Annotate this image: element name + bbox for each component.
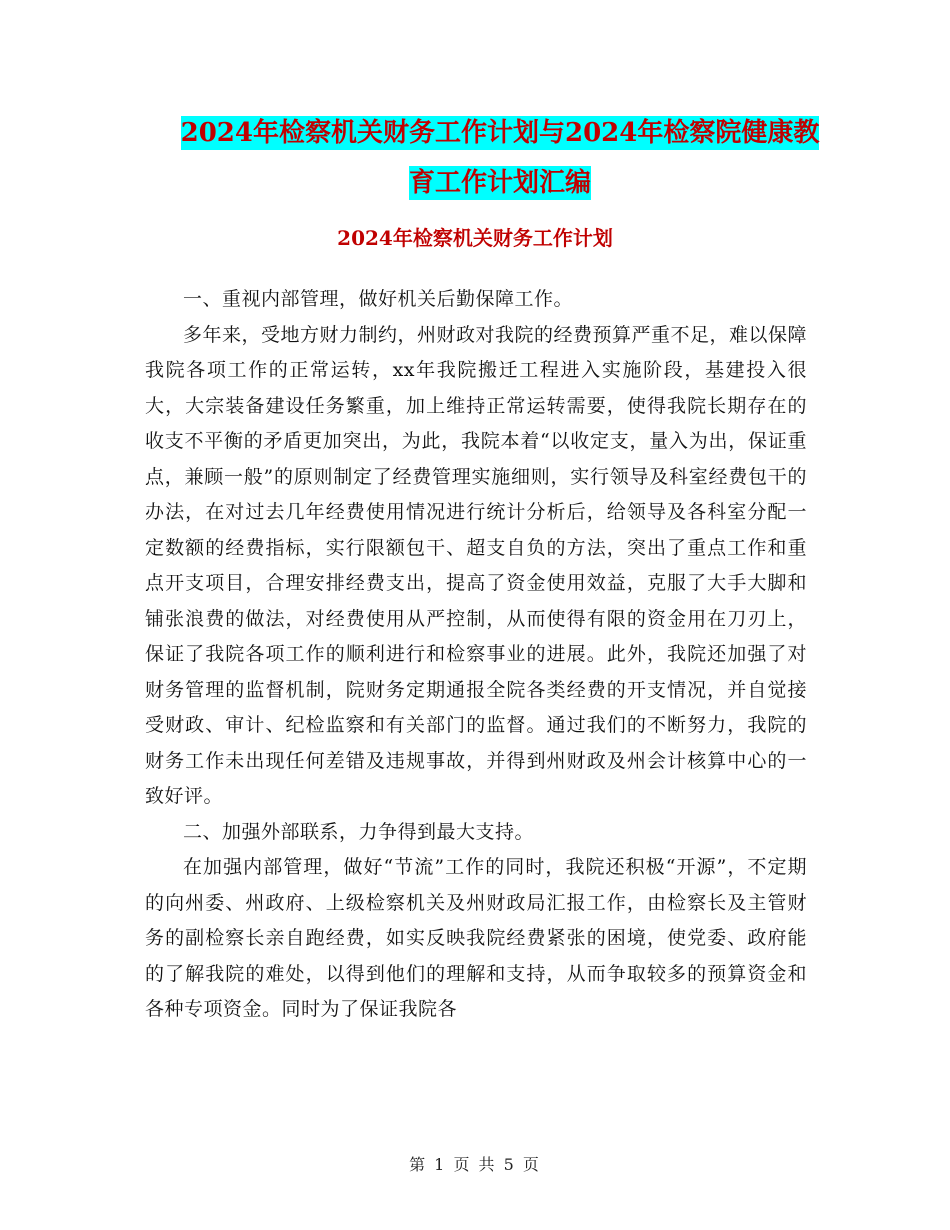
paragraph: 在加强内部管理，做好“节流”工作的同时，我院还积极“开源”，不定期的向州委、州政府、上级检察机关及州财政局汇报工作，由检察长及主管财务的副检察长亲自跑经费，如实反映我院经费紧张的困境，使党委、政府能的了解我院的难处，以得到他们的理解和支持，从而争取较多的预算资金和各种专项资金。同时为了保证我院各 (145, 856, 807, 1020)
document-title-line-1: 2024年检察机关财务工作计划与2024年检察院健康教 (180, 118, 820, 148)
paragraph-heading-1: 一、重视内部管理，做好机关后勤保障工作。 (183, 288, 574, 310)
document-title (140, 108, 860, 208)
paragraph-heading-2: 二、加强外部联系，力争得到最大支持。 (183, 820, 535, 843)
document-title-line-2: 育工作计划汇编 (408, 168, 591, 198)
page-footer: 第 1 页 共 5 页 (409, 1155, 541, 1174)
section-title: 2024年检察机关财务工作计划 (337, 226, 613, 250)
document-body (145, 282, 807, 1028)
paragraph: 多年来，受地方财力制约，州财政对我院的经费预算严重不足，难以保障我院各项工作的正常运转，xx年我院搬迁工程进入实施阶段，基建投入很大，大宗装备建设任务繁重，加上维持正常运转需要，使得我院长期存在的收支不平衡的矛盾更加突出，为此，我院本着“以收定支，量入为出，保证重点，兼顾一般”的原则制定了经费管理实施细则，实行领导及科室经费包干的办法，在对过去几年经费使用情况进行统计分析后，给领导及各科室分配一定数额的经费指标，实行限额包干、超支自负的方法，突出了重点工作和重点开支项目，合理安排经费支出，提高了资金使用效益，克服了大手大脚和铺张浪费的做法，对经费使用从严控制，从而使得有限的资金用在刀刃上，保证了我院各项工作的顺利进行和检察事业的进展。此外，我院还加强了对财务管理的监督机制，院财务定期通报全院各类经费的开支情况，并自觉接受财政、审计、纪检监察和有关部门的监督。通过我们的不断努力，我院的财务工作未出现任何差错及违规事故，并得到州财政及州会计核算中心的一致好评。 (145, 323, 808, 807)
